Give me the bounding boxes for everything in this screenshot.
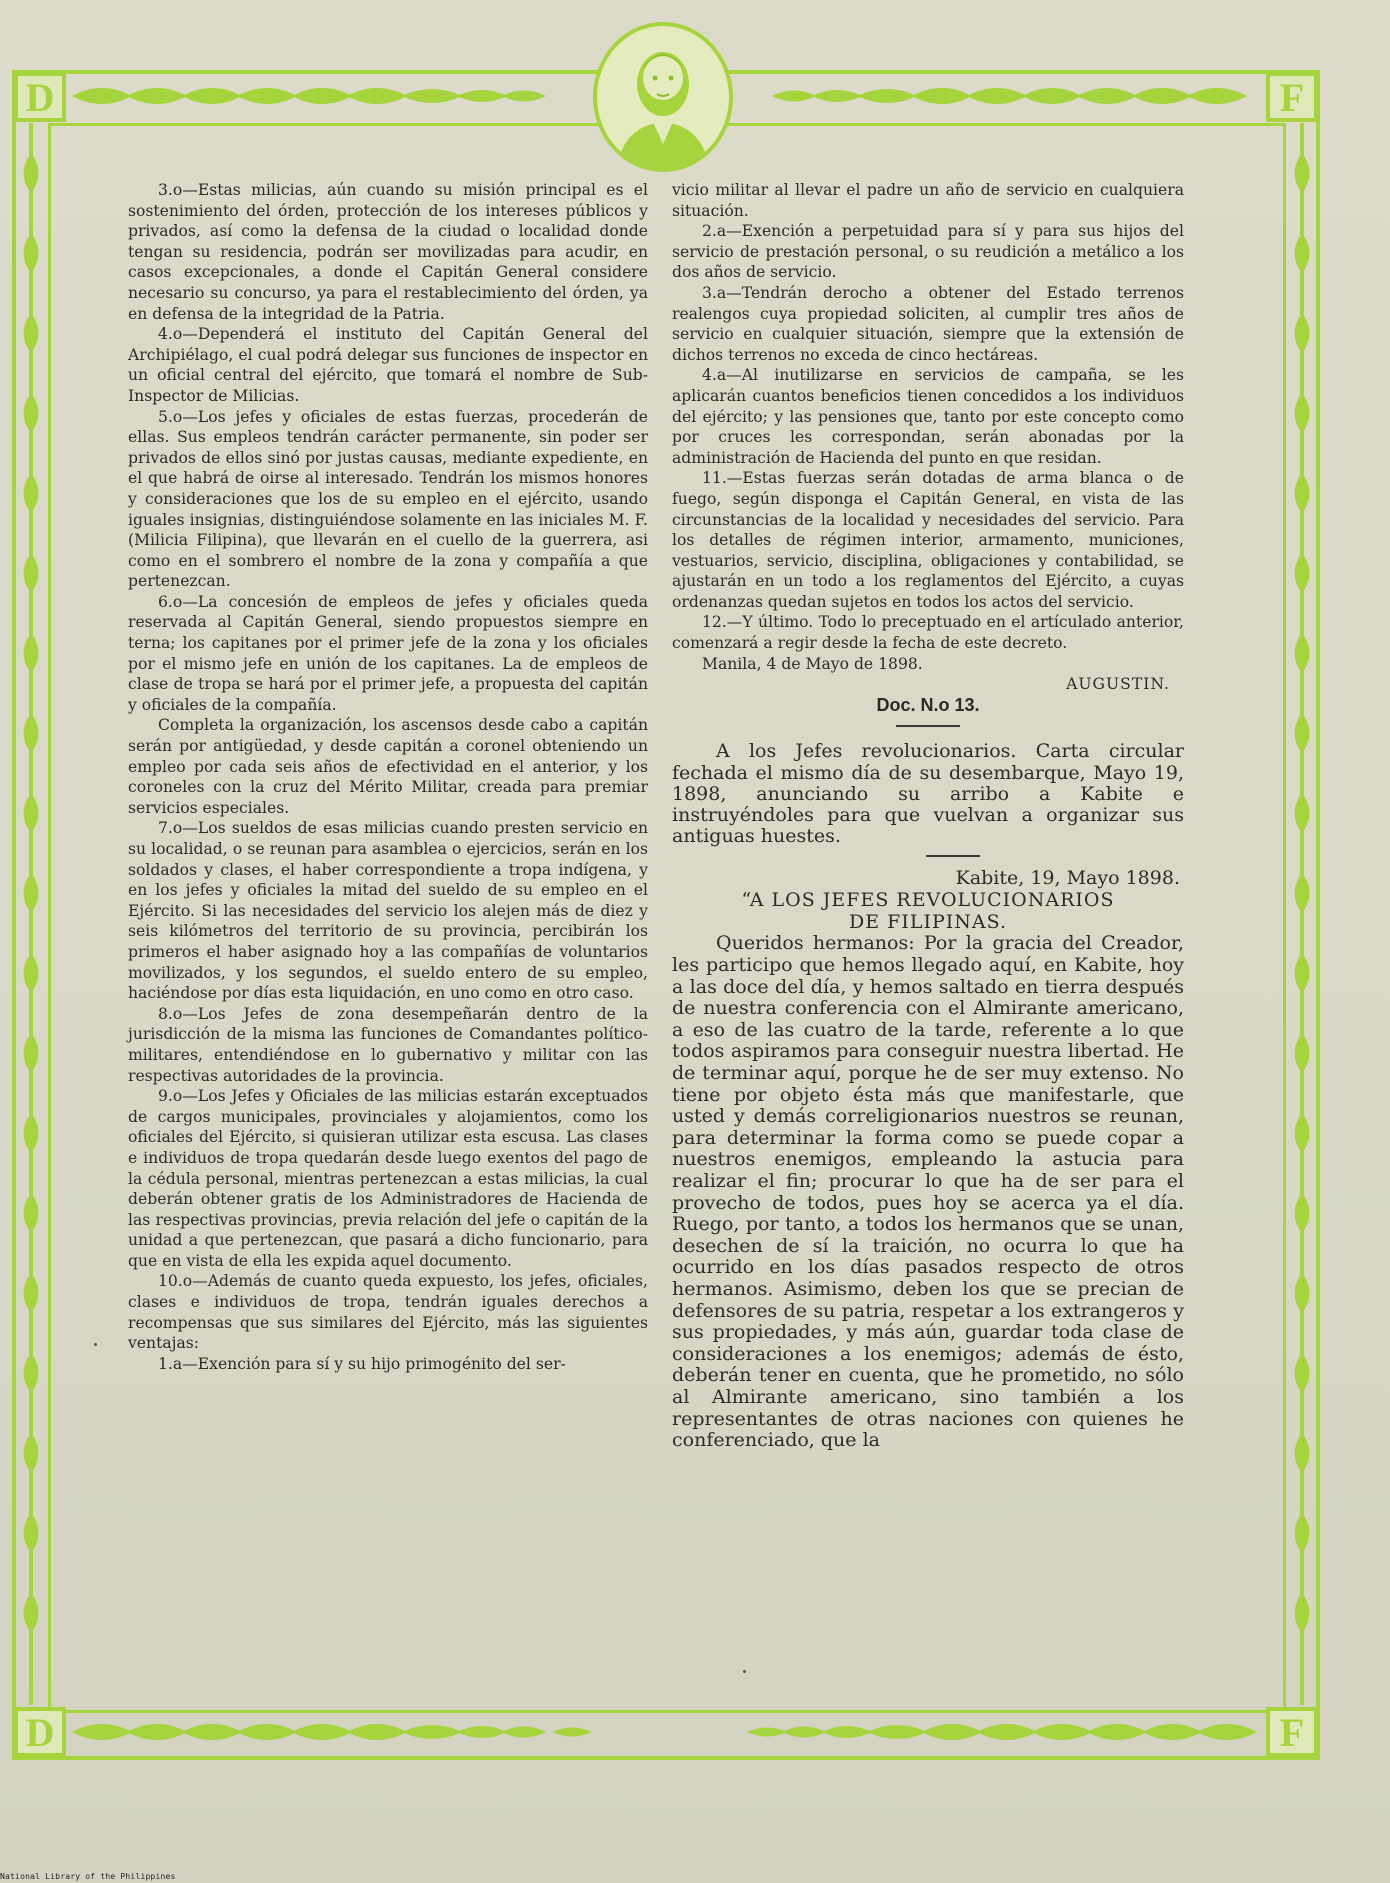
corner-letter-bottom-left: D — [14, 1707, 66, 1757]
article-10-item-2: 2.a—Exención a perpetuidad para sí y para sus hijos del servicio de prestación personal, o su reudición a metálico a los dos años de servicio. — [672, 222, 1184, 282]
article-9: 9.o—Los Jefes y Oficiales de las milicias estarán exceptuados de cargos municipales, provinciales y alojamientos, como los oficiales del Ejército, si quisieran utilizar esta escusa. Las clases e individuos de tropa quedarán desde luego exentos del pago de la cédula personal, mientras pertenezcan a estas milicias, la cual deberán obtener gratis de los Administradores de Hacienda de las respectivas provincias, previa relación del jefe o capitán de la unidad a que pertenezcan, que pasará a dicho funcionario, para que en vista de ella les expida aquel documento. — [128, 1087, 648, 1270]
scan-speck — [94, 1343, 97, 1346]
article-11: 11.—Estas fuerzas serán dotadas de arma blanca o de fuego, según disponga el Capitán General, en vista de las circunstancias de la localidad y necesidades del servicio. Para los detalles de régimen interior, armamento, municiones, vestuarios, servicio, disciplina, obligaciones y contabilidad, se ajustarán en un todo a los reglamentos del Ejército, a cuyas ordenanzas quedan sujetos en todos los actos del servicio. — [672, 469, 1184, 611]
bottom-laurel-band — [12, 1705, 1320, 1760]
intro-rule — [926, 855, 980, 857]
article-10-item-1: 1.a—Exención para sí y su hijo primogénito del ser- — [158, 1354, 566, 1373]
article-12: 12.—Y último. Todo lo preceptuado en el artículado anterior, comenzará a regir desde la fecha de este decreto. — [672, 613, 1184, 653]
portrait-medallion-icon — [593, 22, 733, 172]
right-text-column — [672, 180, 1184, 1452]
library-credit: National Library of the Philippines — [0, 1872, 176, 1881]
article-10-item-3: 3.a—Tendrán derocho a obtener del Estado terrenos realengos cuya propiedad soliciten, al cumplir tres años de servicio en cualquier situación, siempre que la extensión de dichos terrenos no exceda de cinco hectáreas. — [672, 283, 1184, 364]
document-title: Doc. N.o 13. — [876, 694, 980, 715]
corner-letter-top-right: F — [1266, 72, 1318, 122]
corner-letter-bottom-right: F — [1266, 1707, 1318, 1757]
right-laurel-band — [1283, 123, 1321, 1705]
article-5: 5.o—Los jefes y oficiales de estas fuerzas, procederán de ellas. Sus empleos tendrán carácter permanente, sin poder ser privados de ellos sinó por justas causas, mediante expediente, en el que habrá de oirse al interesado. Tendrán los mismos honores y consideraciones que los de su empleo en el ejército, usando iguales insignias, distinguiéndose solamente en las iniciales M. F. (Milicia Filipina), que llevarán en el cuello de la guerrera, asi como en el sombrero el nombre de la zona y compañía a que pertenezcan. — [128, 407, 648, 591]
article-8: 8.o—Los Jefes de zona desempeñarán dentro de la jurisdicción de la misma las funciones de Comandantes político-militares, entendiéndose en lo gubernativo y militar con las respectivas autoridades de la provincia. — [128, 1004, 648, 1085]
signature: AUGUSTIN. — [1066, 675, 1170, 694]
article-6: 6.o—La concesión de empleos de jefes y oficiales queda reservada al Capitán General, siendo propuestos siempre en terna; los capitanes por el primer jefe de la zona y los oficiales por el mismo jefe en unión de los capitanes. La de empleos de clase de tropa se hará por el primer jefe, a propuesta del capitán y oficiales de la compañía. — [128, 592, 648, 714]
article-7: 7.o—Los sueldos de esas milicias cuando presten servicio en su localidad, o se reunan para asamblea o ejercicios, serán en los soldados y clases, el haber correspondiente a tropa indígena, y en los jefes y oficiales la mitad del sueldo de su empleo en el Ejército. Si las necesidades del servicio los alejen más de diez y seis kilómetros del territorio de su provincia, percibirán los primeros el haber asignado hoy a las compañías de voluntarios movilizados, y los segundos, el sueldo entero de su empleo, haciéndose por días esta liquidación, en uno como en otro caso. — [128, 819, 648, 1003]
title-rule — [896, 725, 960, 727]
article-10-item-1-continued: vicio militar al llevar el padre un año de servicio en cualquiera situación. — [672, 181, 1184, 220]
left-text-column — [128, 180, 648, 1374]
article-4: 4.o—Dependerá el instituto del Capitán General del Archipiélago, el cual podrá delegar sus funciones de inspector en un oficial central del ejército, que tomará el nombre de Sub-Inspector de Milicias. — [128, 325, 648, 405]
article-3: 3.o—Estas milicias, aún cuando su misión principal es el sostenimiento del órden, protección de los intereses públicos y privados, así como la defensa de la ciudad o localidad donde tengan su residencia, podrán ser movilizadas para acudir, en casos excepcionales, a donde el Capitán General considere necesario su concurso, ya para el restablecimiento del órden, ya en defensa de la integridad de la Patria. — [128, 181, 648, 323]
corner-letter-top-left: D — [14, 72, 66, 122]
letter-heading-line-2: DE FILIPINAS. — [849, 911, 1007, 934]
scan-speck — [743, 1670, 746, 1673]
article-6-continued: Completa la organización, los ascensos desde cabo a capitán serán por antigüedad, y desde capitán a coronel obteniendo un empleo por cada seis años de efectividad en el anterior, y los coroneles con la cruz del Mérito Militar, creada para premiar servicios especiales. — [128, 716, 648, 817]
letter-body: Queridos hermanos: Por la gracia del Creador, les participo que hemos llegado aquí, en Kabite, hoy a las doce del día, y hemos saltado en tierra después de nuestra conferencia con el Almirante americano, a eso de las cuatro de la tarde, referente a lo que todos aspiramos para conseguir nuestra libertad. He de terminar aquí, porque he de ser muy extenso. No tiene por objeto ésta más que manifestarle, que usted y demás correligionarios nuestros se reunan, para determinar la forma como se puede copar a nuestros enemigos, empleando la astucia para realizar el fin; procurar lo que ha de ser para el provecho de todos, pues hoy se acerca ya el día. Ruego, por tanto, a todos los hermanos que se unan, desechen de sí la traición, no ocurra lo que ha ocurrido en los días pasados respecto de otros hermanos. Asimismo, deben los que se precian de defensores de su patria, respetar a los extrangeros y sus propiedades, y más aún, guardar toda clase de consideraciones a los enemigos; además de ésto, deberán tener en cuenta, que he prometido, no sólo al Almirante americano, sino también a los representantes de otras naciones con quienes he conferenciado, que la — [672, 932, 1184, 1452]
place-date: Manila, 4 de Mayo de 1898. — [702, 654, 923, 673]
article-10-item-4: 4.a—Al inutilizarse en servicios de campaña, se les aplicarán cuantos beneficios tienen concedidos a los individuos del ejército; y las pensiones que, tanto por este concepto como por cruces les correspondan, serán abonadas por la administración de Hacienda del punto en que residan. — [672, 366, 1184, 467]
document-intro: A los Jefes revolucionarios. Carta circular fechada el mismo día de su desembarque, Mayo 19, 1898, anunciando su arribo a Kabite e instruyéndoles para que vuelvan a organizar sus antiguas huestes. — [672, 740, 1184, 848]
letter-heading-line-1: “A LOS JEFES REVOLUCIONARIOS — [741, 889, 1115, 912]
letter-date: Kabite, 19, Mayo 1898. — [955, 867, 1180, 890]
article-10: 10.o—Además de cuanto queda expuesto, los jefes, oficiales, clases e individuos de tropa, tendrán iguales derechos a recompensas que sus similares del Ejército, más las siguientes ventajas: — [128, 1272, 648, 1353]
left-laurel-band — [12, 123, 50, 1705]
